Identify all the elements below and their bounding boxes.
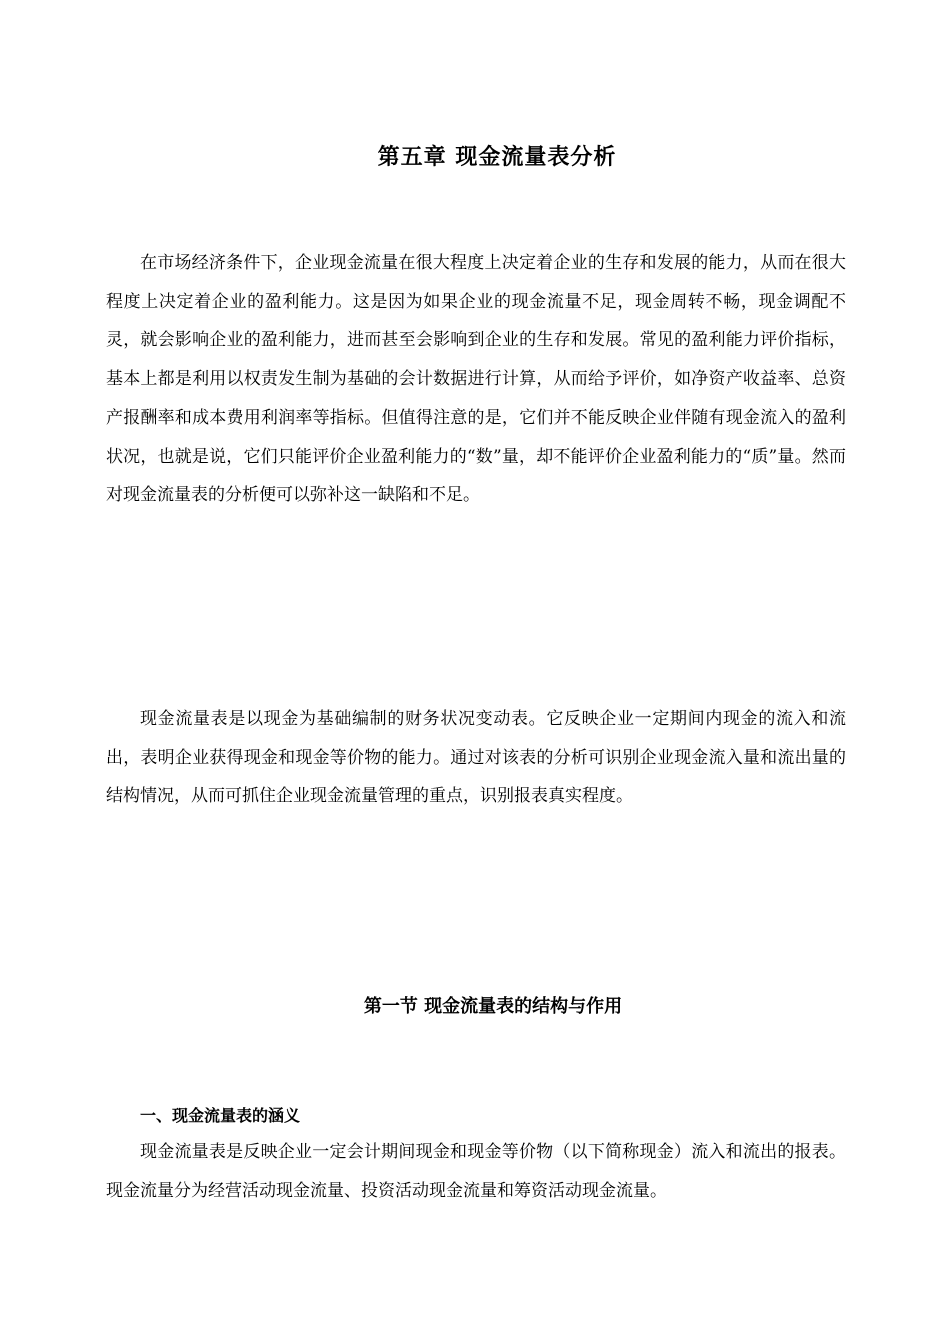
section-title: 第一节 现金流量表的结构与作用 — [363, 995, 623, 1017]
subsection-paragraph: 现金流量表是反映企业一定会计期间现金和现金等价物（以下简称现金）流入和流出的报表。现金流量分为经营活动现金流量、投资活动现金流量和筹资活动现金流量。 — [106, 1142, 846, 1201]
intro-paragraph-2: 现金流量表是以现金为基础编制的财务状况变动表。它反映企业一定期间内现金的流入和流出，表明企业获得现金和现金等价物的能力。通过对该表的分析可识别企业现金流入量和流出量的结构情况，从而可抓住企业现金流量管理的重点，识别报表真实程度。 — [106, 709, 846, 807]
intro-paragraph-1: 在市场经济条件下，企业现金流量在很大程度上决定着企业的生存和发展的能力，从而在很大程度上决定着企业的盈利能力。这是因为如果企业的现金流量不足，现金周转不畅，现金调配不灵，就会影响企业的盈利能力，进而甚至会影响到企业的生存和发展。常见的盈利能力评价指标，基本上都是利用以权责发生制为基础的会计数据进行计算，从而给予评价，如净资产收益率、总资产报酬率和成本费用利润率等指标。但值得注意的是，它们并不能反映企业伴随有现金流入的盈利状况，也就是说，它们只能评价企业盈利能力的“数”量，却不能评价企业盈利能力的“质”量。然而对现金流量表的分析便可以弥补这一缺陷和不足。 — [106, 253, 846, 506]
chapter-title: 第五章 现金流量表分析 — [377, 143, 617, 170]
subsection-title: 一、现金流量表的涵义 — [140, 1106, 301, 1125]
